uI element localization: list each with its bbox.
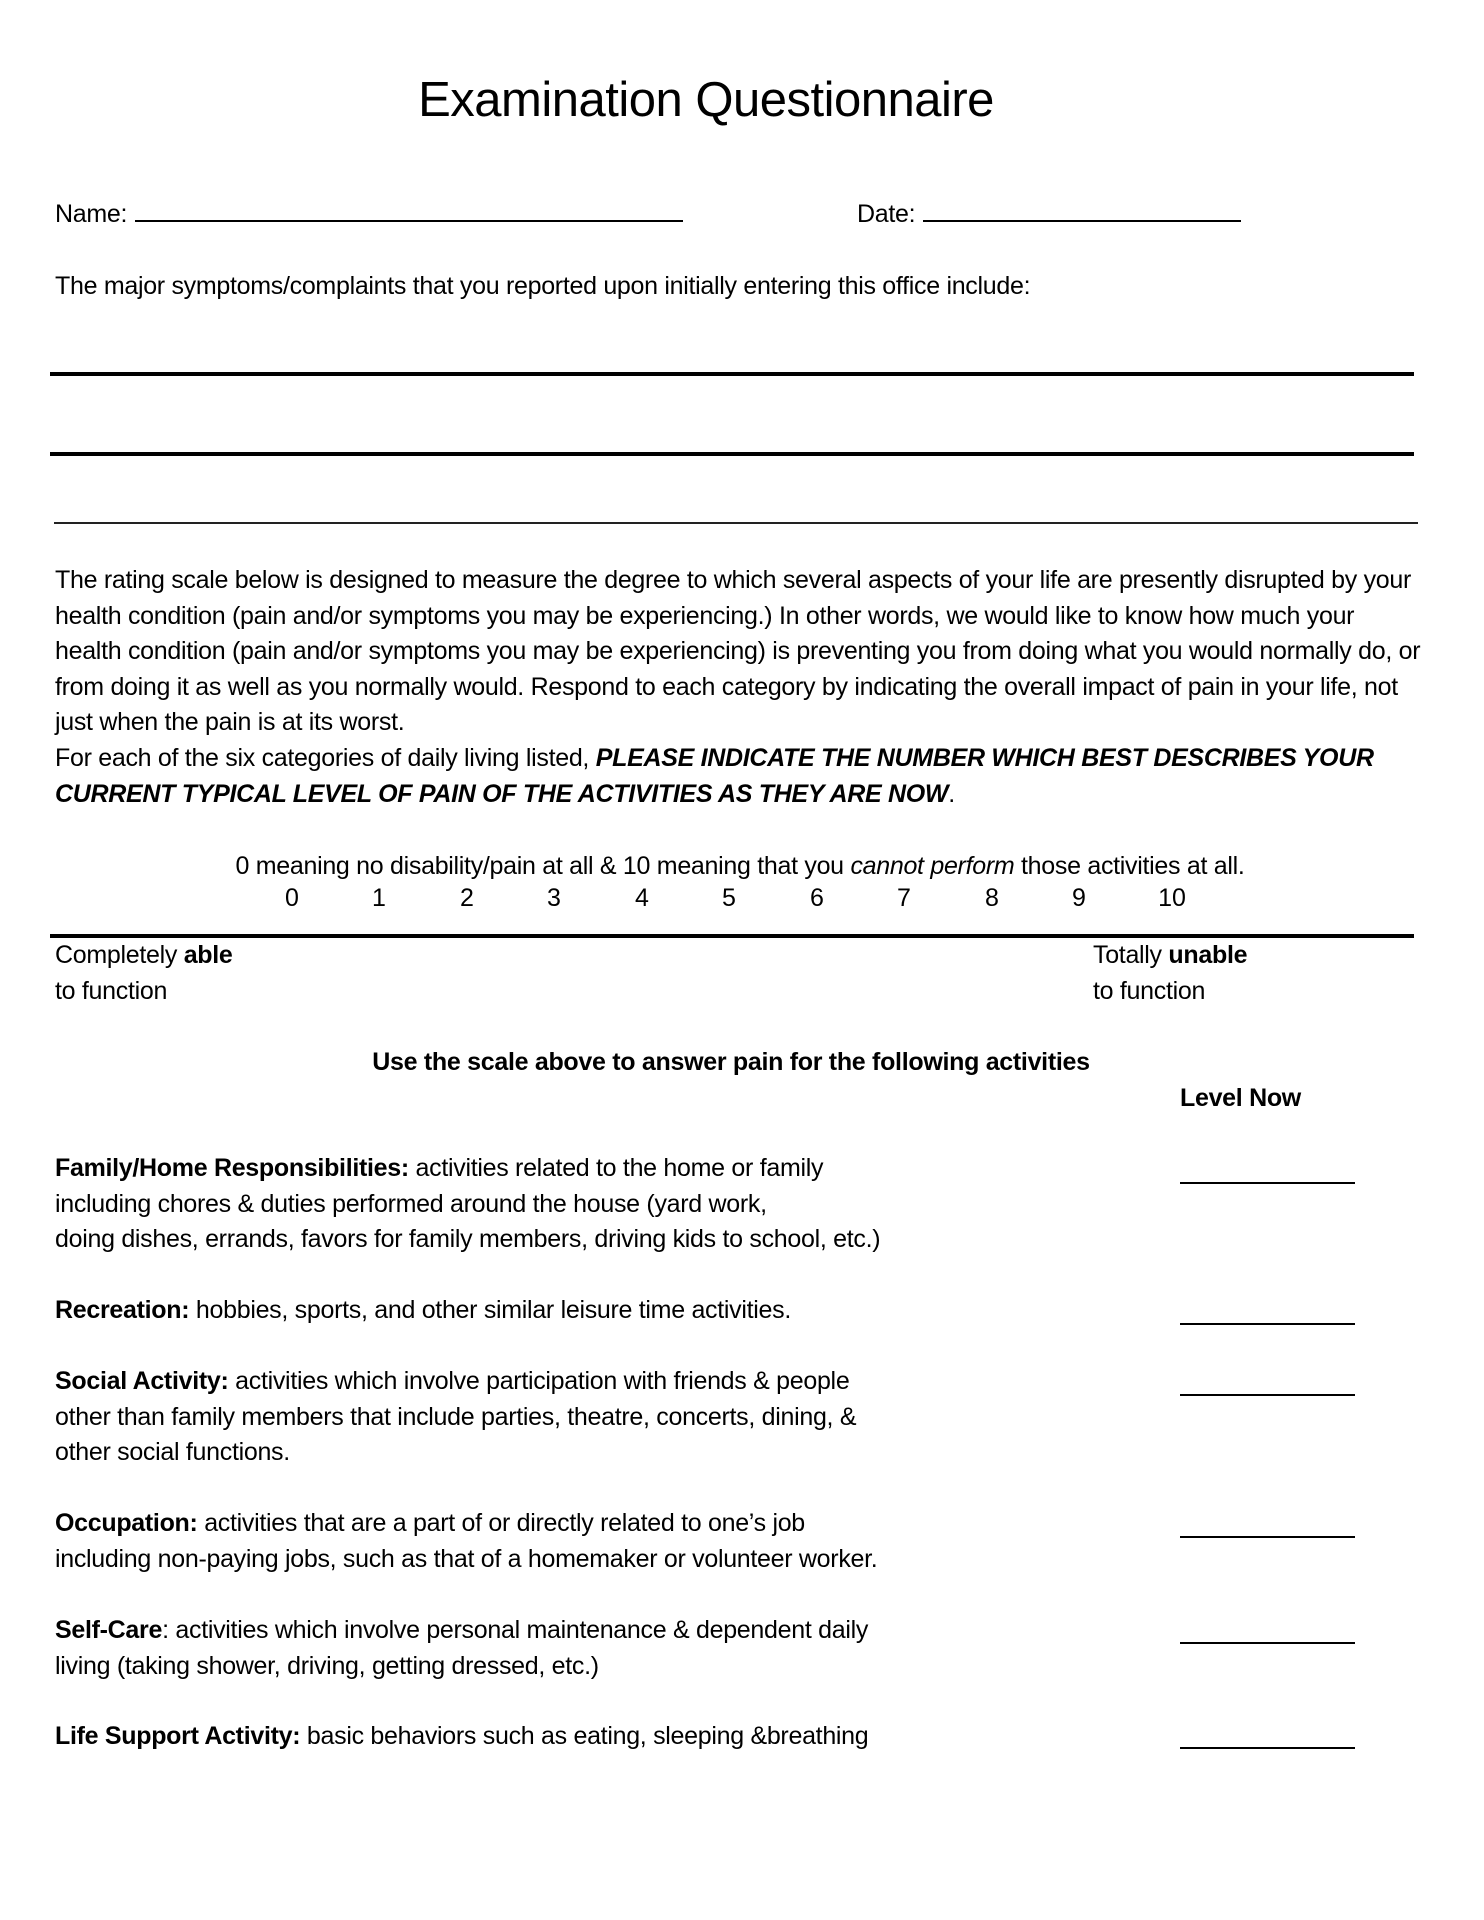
level-input-recreation[interactable] [1180, 1323, 1355, 1325]
activity-name: Occupation: [55, 1509, 198, 1537]
instructions-paragraph: The rating scale below is designed to measure the degree to which several aspects of your life are presently disrupted by your health condition (pain and/or symptoms you may be experiencing.) In other words, we would like to know how much your health condition (pain and/or symptoms you may be experiencing) is preventing you from doing what you would normally do, or from doing it as well as you normally would. Respond to each category by indicating the overall impact of pain in your life, not just when the pain is at its worst. [55, 566, 1421, 737]
symptoms-prompt: The major symptoms/complaints that you reported upon initially entering this office include: [55, 272, 1031, 300]
activity-name: Family/Home Responsibilities: [55, 1154, 409, 1182]
scale-caption-italic: cannot perform [850, 852, 1015, 880]
scale-number-10: 10 [1158, 884, 1186, 912]
name-field[interactable] [135, 198, 683, 222]
level-now-header: Level Now [1180, 1084, 1301, 1112]
date-field-row [857, 196, 1241, 232]
scale-number-4: 4 [635, 884, 649, 912]
scale-right-label: Totally unable to function [1093, 941, 1248, 1005]
instructions-emphasis: PLEASE INDICATE THE NUMBER WHICH BEST DESCRIBES YOUR CURRENT TYPICAL LEVEL OF PAIN OF THE ACTIVITIES AS THEY ARE NOW [55, 743, 1374, 808]
instructions [55, 563, 1425, 812]
scale-number-0: 0 [285, 884, 299, 912]
level-input-life-support[interactable] [1180, 1747, 1355, 1749]
scale-caption: 0 meaning no disability/pain at all & 10 meaning that you cannot perform those activities at all. [235, 852, 1245, 880]
level-input-family-home[interactable] [1180, 1182, 1355, 1184]
scale-number-8: 8 [985, 884, 999, 912]
name-label: Name: [55, 200, 128, 228]
activity-name: Self-Care [55, 1616, 163, 1644]
activity-item-occupation: Occupation: activities that are a part of or directly related to one’s job including non-paying jobs, such as that of a homemaker or volunteer worker. [55, 1509, 878, 1573]
symptom-line-3[interactable] [54, 522, 1418, 524]
activity-name: Social Activity: [55, 1367, 229, 1395]
scale-number-9: 9 [1072, 884, 1086, 912]
name-field-row [55, 196, 683, 232]
date-field[interactable] [923, 198, 1241, 222]
activity-item-life-support: Life Support Activity: basic behaviors such as eating, sleeping &breathing [55, 1722, 869, 1750]
scale-number-3: 3 [547, 884, 561, 912]
level-input-occupation[interactable] [1180, 1536, 1355, 1538]
level-input-self-care[interactable] [1180, 1642, 1355, 1644]
activity-item-family-home: Family/Home Responsibilities: activities related to the home or family including chores & duties performed around the house (yard work, doing dishes, errands, favors for family members, driving kids to school, etc.) [55, 1154, 881, 1254]
scale-number-2: 2 [460, 884, 474, 912]
symptom-line-1[interactable] [50, 372, 1414, 376]
date-label: Date: [857, 200, 916, 228]
activity-item-social: Social Activity: activities which involve participation with friends & people other than family members that include parties, theatre, concerts, dining, & other social functions. [55, 1367, 857, 1467]
scale-number-1: 1 [372, 884, 386, 912]
level-input-social[interactable] [1180, 1394, 1355, 1396]
activity-name: Life Support Activity: [55, 1722, 301, 1750]
instructions-directive: For each of the six categories of daily living listed, PLEASE INDICATE THE NUMBER WHICH BEST DESCRIBES YOUR CURRENT TYPICAL LEVEL OF PAIN OF THE ACTIVITIES AS THEY ARE NOW. [55, 743, 1374, 808]
activity-item-self-care: Self-Care: activities which involve personal maintenance & dependent daily living (taking shower, driving, getting dressed, etc.) [55, 1616, 869, 1680]
scale-number-5: 5 [722, 884, 736, 912]
activities-heading: Use the scale above to answer pain for the following activities [372, 1048, 1090, 1076]
page-title: Examination Questionnaire [418, 73, 994, 127]
scale-number-6: 6 [810, 884, 824, 912]
activity-name: Recreation: [55, 1296, 190, 1324]
symptom-line-2[interactable] [50, 452, 1414, 456]
scale-left-label: Completely able to function [55, 941, 233, 1005]
activity-item-recreation: Recreation: hobbies, sports, and other similar leisure time activities. [55, 1296, 791, 1324]
scale-number-7: 7 [897, 884, 911, 912]
